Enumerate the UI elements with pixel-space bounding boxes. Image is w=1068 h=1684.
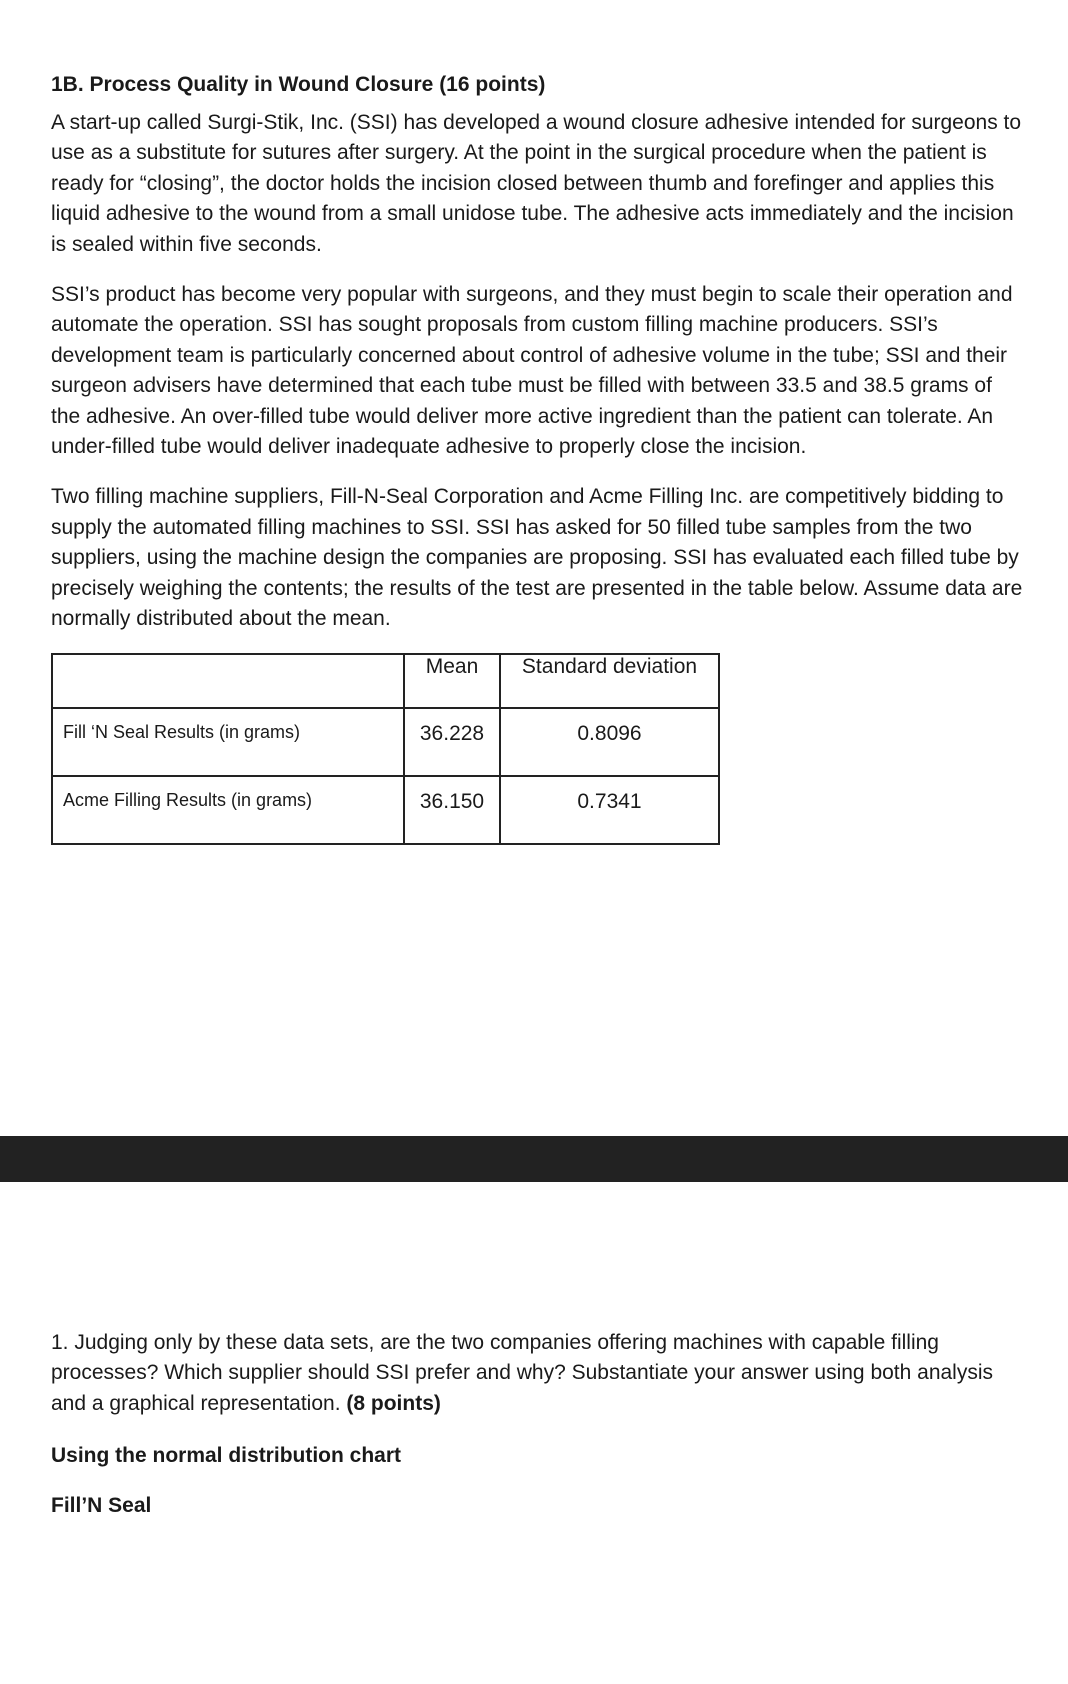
question-text: 1. Judging only by these data sets, are the two companies offering machines with capable filling processes? Which supplier should SSI prefer and why? Substantiate your answer using both analysis and a graphical representation.: [51, 1331, 994, 1415]
table-header-blank: [52, 654, 404, 708]
table-row-acme: [52, 776, 719, 844]
row-label: Acme Filling Results (in grams): [52, 776, 404, 844]
row-sd: 0.7341: [500, 776, 719, 844]
row-sd: 0.8096: [500, 708, 719, 776]
row-mean: 36.228: [404, 708, 500, 776]
row-label: Fill ‘N Seal Results (in grams): [52, 708, 404, 776]
question-points: (8 points): [346, 1391, 441, 1415]
table-header-sd: Standard deviation: [500, 654, 719, 708]
document-lower: [51, 1328, 1031, 1541]
document-upper: [51, 70, 1026, 845]
table-header-row: [52, 654, 719, 708]
section-title: 1B. Process Quality in Wound Closure (16 points): [51, 73, 546, 96]
company-label: Fill’N Seal: [51, 1494, 152, 1518]
question-1: [51, 1328, 1031, 1419]
paragraph-scaling: SSI’s product has become very popular with surgeons, and they must begin to scale their operation and automate the operation. SSI has sought proposals from custom filling machine producers. SSI’s development team is particularly concerned about control of adhesive volume in the tube; SSI and their surgeon advisers have determined that each tube must be filled with between 33.5 and 38.5 grams of the adhesive. An over-filled tube would deliver more active ingredient than the patient can tolerate. An under-filled tube would deliver inadequate adhesive to properly close the incision.: [51, 283, 1013, 459]
table-header-mean: Mean: [404, 654, 500, 708]
page-divider-bar: [0, 1136, 1068, 1182]
paragraph-intro: A start-up called Surgi-Stik, Inc. (SSI) has developed a wound closure adhesive intended for surgeons to use as a substitute for sutures after surgery. At the point in the surgical procedure when the patient is ready for “closing”, the doctor holds the incision closed between thumb and forefinger and applies this liquid adhesive to the wound from a small unidose tube. The adhesive acts immediately and the incision is sealed within five seconds.: [51, 111, 1022, 256]
results-table: [51, 653, 720, 845]
table-row-fill-n-seal: [52, 708, 719, 776]
row-mean: 36.150: [404, 776, 500, 844]
subheading: Using the normal distribution chart: [51, 1444, 402, 1468]
paragraph-suppliers: Two filling machine suppliers, Fill-N-Seal Corporation and Acme Filling Inc. are competitively bidding to supply the automated filling machines to SSI. SSI has asked for 50 filled tube samples from the two suppliers, using the machine design the companies are proposing. SSI has evaluated each filled tube by precisely weighing the contents; the results of the test are presented in the table below. Assume data are normally distributed about the mean.: [51, 485, 1023, 631]
